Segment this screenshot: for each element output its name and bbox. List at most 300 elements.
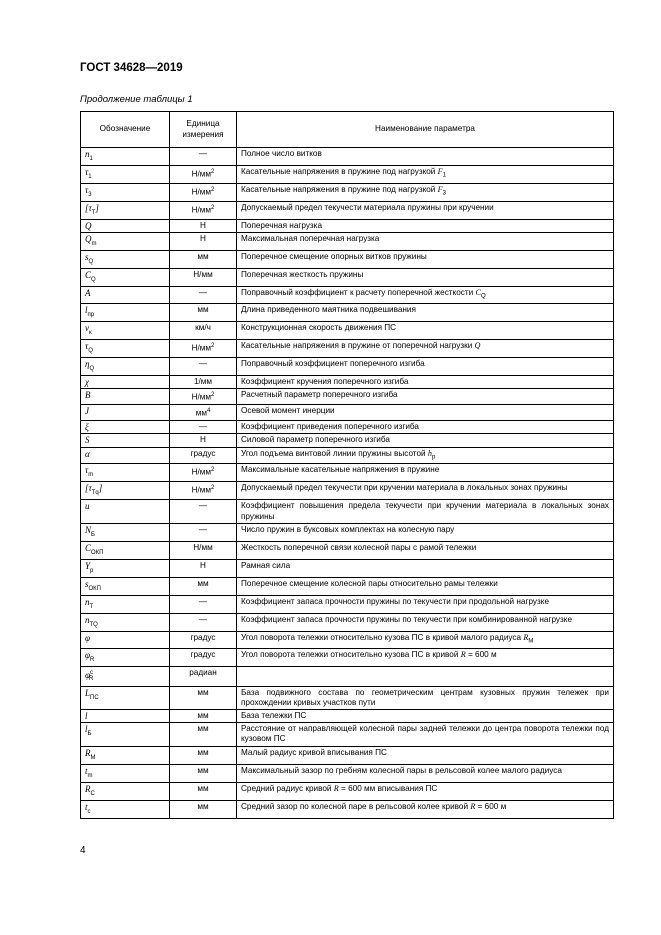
row-unit — [170, 233, 237, 251]
unit-text: мм — [197, 578, 209, 588]
description-text: Поперечное смещение опорных витков пружины — [241, 252, 427, 262]
row-symbol — [81, 666, 170, 686]
description-text: Поправочный коэффициент к расчету поперечной жесткости — [241, 288, 476, 298]
unit-text: Н/мм — [193, 270, 213, 280]
symbol-main: φ — [85, 649, 90, 660]
unit-text: мм — [195, 408, 207, 418]
description-text: Расчетный параметр поперечного изгиба — [241, 390, 398, 400]
row-unit — [170, 184, 237, 202]
row-symbol — [81, 500, 170, 523]
symbol-tail: ] — [98, 483, 103, 494]
table-row — [81, 421, 614, 434]
row-description — [237, 595, 614, 613]
symbol-main: n — [85, 614, 90, 625]
row-symbol — [81, 764, 170, 782]
row-description — [237, 202, 614, 220]
symbol-main: [τ — [85, 203, 92, 213]
description-tail: = 600 мм вписывания ПС — [338, 783, 438, 793]
symbol-main: C — [85, 542, 92, 553]
symbol-main: n — [85, 596, 90, 607]
row-unit — [170, 723, 237, 746]
row-unit — [170, 800, 237, 818]
row-symbol — [81, 595, 170, 613]
description-text: Угол поворота тележки относительно кузова ПС в кривой малого радиуса — [241, 632, 524, 642]
table-row — [81, 800, 614, 818]
symbol-subscript: ПС — [90, 694, 99, 701]
table-header-row — [81, 112, 614, 148]
row-unit — [170, 613, 237, 631]
unit-text: мм — [197, 724, 209, 734]
table-row — [81, 184, 614, 202]
row-symbol — [81, 233, 170, 251]
table-row — [81, 202, 614, 220]
row-symbol — [81, 631, 170, 648]
table-row — [81, 666, 614, 686]
symbol-main: S — [85, 435, 90, 446]
description-tail: = 600 м — [475, 801, 507, 811]
row-unit — [170, 782, 237, 800]
symbol-main: φ — [85, 632, 90, 643]
symbol-main: s — [85, 252, 89, 263]
unit-text: 1/мм — [193, 377, 213, 387]
row-description — [237, 322, 614, 340]
table-row — [81, 710, 614, 723]
description-text: Малый радиус кривой вписывания ПС — [241, 747, 387, 757]
table-row — [81, 434, 614, 447]
parameters-table — [80, 111, 614, 819]
symbol-main: n — [85, 149, 90, 159]
table-row — [81, 220, 614, 233]
row-description — [237, 666, 614, 686]
table-row — [81, 405, 614, 421]
unit-superscript: 2 — [211, 485, 215, 492]
row-symbol — [81, 184, 170, 202]
row-unit — [170, 166, 237, 184]
description-text: Осевой момент инерции — [241, 406, 335, 416]
row-description — [237, 287, 614, 304]
row-description — [237, 304, 614, 322]
description-subscript: 3 — [442, 190, 447, 197]
table-row — [81, 746, 614, 764]
row-unit — [170, 559, 237, 577]
row-symbol — [81, 434, 170, 447]
description-text: База подвижного состава по геометрическим центрам кузовных пружин тележек при прохождении кривых участков пути — [241, 687, 609, 707]
symbol-subscript: М — [90, 754, 96, 761]
symbol-subscript: к — [89, 329, 92, 336]
description-text: Касательные напряжения в пружине под нагрузкой — [241, 167, 438, 176]
symbol-main: R — [85, 747, 91, 758]
row-unit — [170, 148, 237, 166]
unit-text: — — [198, 596, 208, 606]
description-symbol: R — [470, 801, 476, 811]
row-description — [237, 577, 614, 595]
row-unit — [170, 523, 237, 541]
table-row — [81, 233, 614, 251]
row-description — [237, 405, 614, 421]
description-text: Рамная сила — [241, 560, 291, 570]
row-unit — [170, 686, 237, 709]
symbol-main: [τ — [85, 483, 92, 494]
symbol-main: t — [85, 765, 88, 776]
header-designation: Обозначение — [81, 112, 170, 148]
row-description — [237, 148, 614, 166]
unit-superscript: 2 — [211, 392, 215, 399]
table-row — [81, 148, 614, 166]
row-description — [237, 421, 614, 434]
symbol-subscript: m — [88, 472, 94, 479]
symbol-main: ξ — [85, 422, 89, 433]
symbol-main: C — [85, 270, 92, 281]
row-unit — [170, 648, 237, 666]
row-unit — [170, 631, 237, 648]
unit-superscript: 2 — [211, 343, 215, 350]
symbol-subscript: Б — [87, 731, 92, 738]
header-parameter-name: Наименование параметра — [237, 112, 614, 148]
unit-superscript: 2 — [211, 187, 215, 193]
description-text: Число пружин в буксовых комплектах на колесную пару — [241, 524, 455, 534]
row-symbol — [81, 269, 170, 287]
row-unit — [170, 202, 237, 220]
table-row — [81, 764, 614, 782]
description-symbol: F — [437, 167, 443, 176]
description-text: Коэффициент приведения поперечного изгиба — [241, 422, 419, 432]
row-description — [237, 251, 614, 269]
row-symbol — [81, 340, 170, 358]
description-text: Поперечная жесткость пружины — [241, 270, 364, 280]
symbol-subscript: Q — [91, 277, 96, 283]
symbol-subscript: Q — [88, 259, 94, 265]
symbol-main: τ — [85, 341, 89, 352]
row-description — [237, 613, 614, 631]
symbol-subscript: 3 — [88, 191, 92, 198]
row-unit — [170, 710, 237, 723]
description-text: Поправочный коэффициент поперечного изгиба — [241, 359, 425, 369]
row-symbol — [81, 389, 170, 405]
table-row — [81, 559, 614, 577]
table-row — [81, 686, 614, 709]
row-symbol — [81, 613, 170, 631]
symbol-subscript: Q — [89, 365, 95, 372]
table-body — [81, 148, 614, 819]
symbol-main: χ — [85, 377, 89, 388]
row-unit — [170, 269, 237, 287]
row-unit — [170, 376, 237, 389]
description-symbol: R — [523, 632, 529, 642]
symbol-subscript: m — [91, 241, 97, 247]
unit-text: Н — [200, 560, 206, 570]
unit-text: мм — [197, 252, 209, 262]
table-row — [81, 500, 614, 523]
symbol-main: v — [85, 323, 89, 334]
description-subscript: p — [431, 454, 436, 461]
symbol-subscript: Б — [91, 531, 95, 538]
description-text: Средний зазор по колесной паре в рельсовой колее кривой — [241, 801, 471, 811]
row-description — [237, 541, 614, 559]
unit-text: — — [198, 288, 208, 298]
row-symbol — [81, 220, 170, 233]
symbol-main: Y — [85, 560, 91, 571]
description-text: Касательные напряжения в пружине от поперечной нагрузки — [241, 341, 475, 351]
row-symbol — [81, 464, 170, 482]
row-symbol — [81, 523, 170, 541]
row-description — [237, 686, 614, 709]
symbol-tail: ] — [95, 203, 99, 213]
description-text: Максимальный зазор по гребням колесной пары в рельсовой колее малого радиуса — [241, 765, 562, 775]
row-symbol — [81, 304, 170, 322]
symbol-subscript: Tq — [91, 490, 99, 497]
unit-text: мм — [197, 747, 209, 757]
row-unit — [170, 746, 237, 764]
description-symbol: C — [475, 288, 481, 298]
table-row — [81, 631, 614, 648]
unit-text: Н/мм — [191, 486, 212, 496]
table-row — [81, 340, 614, 358]
unit-text: км/ч — [195, 323, 211, 333]
unit-superscript: 2 — [211, 169, 215, 175]
description-text: Коэффициент запаса прочности пружины по текучести при продольной нагрузке — [241, 596, 549, 606]
table-row — [81, 358, 614, 376]
row-description — [237, 269, 614, 287]
row-symbol — [81, 648, 170, 666]
row-description — [237, 389, 614, 405]
row-symbol — [81, 447, 170, 464]
row-description — [237, 220, 614, 233]
row-symbol — [81, 800, 170, 818]
symbol-subscript: ОКП — [88, 585, 101, 592]
symbol-main: l — [85, 724, 88, 735]
row-symbol — [81, 559, 170, 577]
unit-text: — — [198, 149, 208, 158]
table-row — [81, 251, 614, 269]
symbol-subscript: T — [91, 209, 96, 216]
description-text: Силовой параметр поперечного изгиба — [241, 435, 390, 445]
description-symbol: R — [333, 783, 339, 793]
unit-text: мм — [197, 783, 209, 793]
table-row — [81, 541, 614, 559]
row-symbol — [81, 322, 170, 340]
row-unit — [170, 500, 237, 523]
symbol-main: t — [85, 801, 88, 812]
row-symbol — [81, 358, 170, 376]
symbol-main: τ — [85, 167, 89, 177]
symbol-subscript: Q — [88, 347, 93, 354]
unit-superscript: 2 — [211, 467, 215, 474]
symbol-main: N — [85, 524, 92, 535]
row-unit — [170, 577, 237, 595]
symbol-main: R — [85, 783, 91, 794]
row-description — [237, 648, 614, 666]
description-text: Коэффициент запаса прочности пружины по текучести при комбинированной нагрузке — [241, 614, 573, 624]
symbol-main: s — [85, 578, 89, 589]
symbol-subscript: 1 — [88, 173, 92, 180]
row-unit — [170, 764, 237, 782]
table-row — [81, 464, 614, 482]
row-symbol — [81, 577, 170, 595]
symbol-main: J — [85, 406, 89, 417]
description-text: Полное число витков — [241, 149, 322, 158]
row-description — [237, 340, 614, 358]
page-number: 4 — [80, 845, 86, 856]
row-unit — [170, 220, 237, 233]
row-unit — [170, 340, 237, 358]
symbol-main: φ — [85, 669, 90, 680]
symbol-main: l — [85, 711, 88, 722]
description-text: Угол поворота тележки относительно кузова ПС в кривой — [241, 649, 461, 659]
row-description — [237, 782, 614, 800]
header-unit: Единица измерения — [170, 112, 237, 148]
table-row — [81, 523, 614, 541]
row-description — [237, 166, 614, 184]
unit-text: Н/мм — [191, 169, 212, 179]
unit-superscript: 2 — [211, 205, 215, 211]
unit-text: радиан — [189, 667, 217, 677]
unit-text: — — [198, 359, 208, 369]
row-unit — [170, 358, 237, 376]
symbol-main: B — [85, 390, 91, 401]
row-symbol — [81, 405, 170, 421]
row-unit — [170, 322, 237, 340]
description-symbol: Q — [474, 341, 481, 351]
row-symbol — [81, 723, 170, 746]
symbol-subscript: TQ — [89, 621, 98, 628]
row-unit — [170, 389, 237, 405]
description-text: Поперечная нагрузка — [241, 221, 322, 230]
symbol-subscript: пр — [87, 311, 95, 318]
symbol-subscript: C — [90, 790, 95, 797]
description-text: Допускаемый предел текучести материала пружины при кручении — [241, 203, 494, 212]
description-text: Допускаемый предел текучести при кручении материала в локальных зонах пружины — [241, 483, 568, 493]
symbol-subscript: R — [88, 676, 94, 683]
row-symbol — [81, 482, 170, 500]
table-caption: Продолжение таблицы 1 — [80, 94, 193, 105]
row-unit — [170, 434, 237, 447]
unit-text: Н — [200, 221, 206, 230]
table-row — [81, 389, 614, 405]
table-row — [81, 482, 614, 500]
row-symbol — [81, 782, 170, 800]
row-symbol — [81, 541, 170, 559]
table-row — [81, 287, 614, 304]
unit-text: мм — [197, 687, 209, 697]
row-description — [237, 764, 614, 782]
symbol-subscript: R — [89, 656, 95, 663]
row-description — [237, 500, 614, 523]
row-unit — [170, 287, 237, 304]
unit-text: градус — [190, 448, 216, 458]
unit-text: мм — [197, 765, 209, 775]
table-row — [81, 782, 614, 800]
unit-text: — — [198, 501, 208, 511]
table-row — [81, 613, 614, 631]
row-description — [237, 376, 614, 389]
row-unit — [170, 541, 237, 559]
row-unit — [170, 447, 237, 464]
description-text: Коэффициент кручения поперечного изгиба — [241, 377, 409, 387]
description-symbol: F — [437, 185, 443, 194]
symbol-main: u — [85, 501, 90, 512]
unit-text: мм — [197, 305, 209, 315]
symbol-main: Q — [85, 221, 92, 231]
description-symbol: h — [427, 448, 432, 458]
symbol-subscript: c — [87, 808, 91, 815]
row-symbol — [81, 421, 170, 434]
row-unit — [170, 666, 237, 686]
row-unit — [170, 405, 237, 421]
row-description — [237, 800, 614, 818]
description-text: Касательные напряжения в пружине под нагрузкой — [241, 185, 438, 194]
row-symbol — [81, 287, 170, 304]
description-text: База тележки ПС — [241, 711, 307, 721]
unit-text: Н/мм — [191, 343, 212, 353]
row-description — [237, 184, 614, 202]
table-row — [81, 447, 614, 464]
symbol-main: τ — [85, 185, 89, 195]
unit-text: — — [198, 422, 208, 432]
row-unit — [170, 482, 237, 500]
symbol-subscript: m — [87, 772, 93, 779]
unit-text: градус — [190, 649, 216, 659]
symbol-subscript: 1 — [89, 155, 93, 162]
description-text: Длина приведенного маятника подвешивания — [241, 305, 416, 315]
description-subscript: 1 — [442, 172, 447, 179]
unit-text: — — [198, 524, 208, 534]
unit-text: мм — [197, 711, 209, 721]
description-text: Максимальные касательные напряжения в пружине — [241, 465, 440, 475]
row-description — [237, 447, 614, 464]
description-text: Максимальная поперечная нагрузка — [241, 234, 380, 244]
description-text: Угол подъема винтовой линии пружины высотой — [241, 448, 428, 458]
row-symbol — [81, 686, 170, 709]
symbol-main: L — [85, 687, 91, 698]
row-description — [237, 358, 614, 376]
row-description — [237, 464, 614, 482]
unit-text: — — [198, 614, 208, 624]
table-row — [81, 723, 614, 746]
row-description — [237, 482, 614, 500]
row-description — [237, 723, 614, 746]
row-symbol — [81, 251, 170, 269]
symbol-subscript: T — [89, 603, 94, 610]
unit-text: Н/мм — [191, 187, 212, 197]
row-description — [237, 559, 614, 577]
row-description — [237, 710, 614, 723]
unit-superscript: 4 — [206, 408, 211, 415]
unit-text: Н — [200, 435, 206, 445]
description-text: Поперечное смещение колесной пары относительно рамы тележки — [241, 578, 498, 588]
row-symbol — [81, 202, 170, 220]
table-row — [81, 166, 614, 184]
row-symbol — [81, 148, 170, 166]
unit-text: мм — [197, 801, 209, 811]
symbol-main: τ — [85, 465, 89, 476]
description-symbol: R — [460, 649, 466, 659]
symbol-main: A — [85, 288, 91, 299]
symbol-subscript: р — [90, 567, 94, 574]
table-row — [81, 595, 614, 613]
row-symbol — [81, 746, 170, 764]
description-subscript: Q — [480, 293, 486, 300]
symbol-main: η — [85, 359, 90, 370]
description-text: Средний радиус кривой — [241, 783, 334, 793]
table-row — [81, 577, 614, 595]
unit-text: Н/мм — [191, 205, 212, 215]
description-text: Конструкционная скорость движения ПС — [241, 323, 397, 333]
symbol-main: l — [85, 305, 88, 316]
description-tail: = 600 м — [465, 649, 497, 659]
row-unit — [170, 251, 237, 269]
row-description — [237, 746, 614, 764]
description-subscript: М — [528, 638, 534, 645]
